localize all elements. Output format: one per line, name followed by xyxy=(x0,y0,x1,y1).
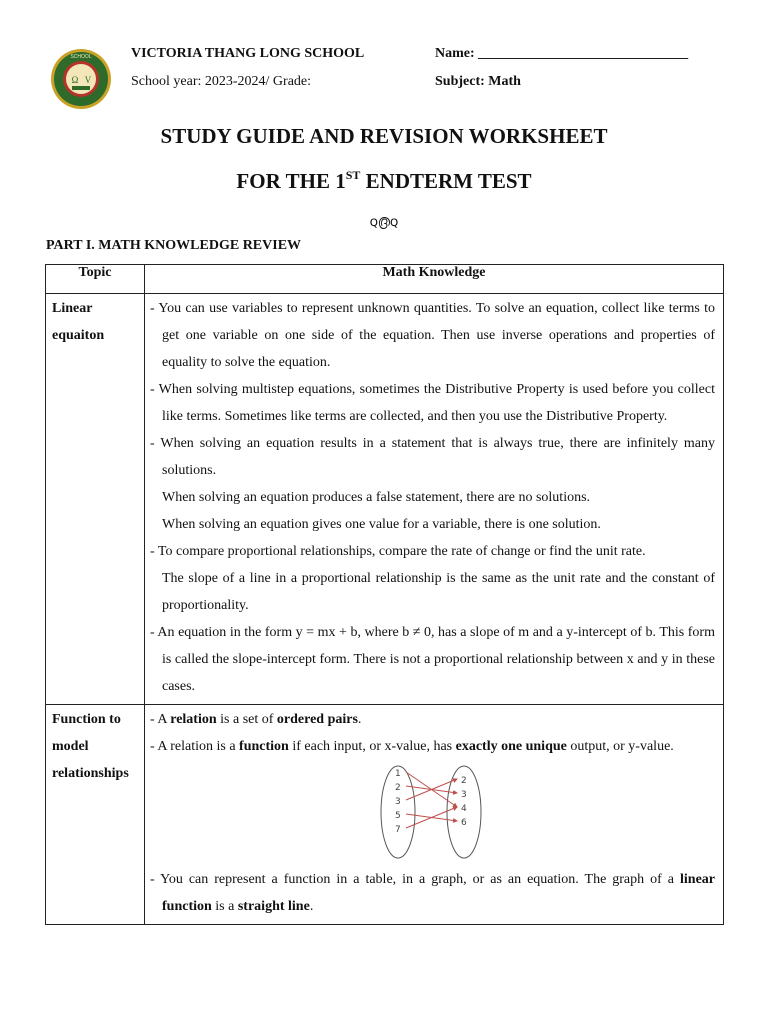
mapping-diagram xyxy=(150,760,715,866)
topic-cell: Function to model relationships xyxy=(46,705,145,925)
output-value: 3 xyxy=(460,790,467,800)
subject-label: Subject: Math xyxy=(435,74,521,89)
mapping-arrow xyxy=(406,807,457,828)
input-value: 2 xyxy=(394,783,401,793)
school-name: VICTORIA THANG LONG SCHOOL xyxy=(131,46,365,61)
column-header-topic: Topic xyxy=(46,265,145,294)
knowledge-item: - An equation in the form y = mx + b, where b ≠ 0, has a slope of m and a y-intercept of b. This form is called the slope-intercept form. There is not a proportional relationship between x and y in these cases. xyxy=(150,625,715,694)
subtitle-suffix: ENDTERM TEST xyxy=(360,169,532,193)
logo-v: V xyxy=(84,75,92,85)
subtitle-prefix: FOR THE 1 xyxy=(236,169,346,193)
part-heading: PART I. MATH KNOWLEDGE REVIEW xyxy=(46,238,302,253)
table-row xyxy=(46,294,724,705)
knowledge-item: The slope of a line in a proportional relationship is the same as the unit rate and the constant of proportionality. xyxy=(162,571,715,613)
school-logo-icon xyxy=(50,48,112,110)
bold-term: linear function xyxy=(162,872,715,914)
table-row xyxy=(46,705,724,925)
knowledge-item xyxy=(150,706,715,733)
input-value: 3 xyxy=(394,797,401,807)
bold-term: function xyxy=(239,739,289,754)
knowledge-item: - To compare proportional relationships, compare the rate of change or find the unit rate. xyxy=(150,544,646,559)
table-header-row xyxy=(46,265,724,294)
text-run: is a xyxy=(211,899,238,914)
input-value: 7 xyxy=(394,825,401,835)
knowledge-item xyxy=(150,733,715,760)
knowledge-item: - You can use variables to represent unknown quantities. To solve an equation, collect like terms to get one variable on one side of the equation. Then use inverse operations and properties of equality to solve the equation. xyxy=(150,301,715,370)
topic-line: equaiton xyxy=(52,328,105,343)
topic-line: Linear xyxy=(52,301,93,316)
page-header xyxy=(0,0,768,110)
knowledge-item: When solving an equation produces a false statement, there are no solutions. xyxy=(162,490,591,505)
text-run: - A xyxy=(150,712,171,727)
ornament-divider: ꞯ൫ꞯ xyxy=(369,214,399,229)
text-run: - You can represent a function in a table, in a graph, or as an equation. The graph of a xyxy=(150,872,680,887)
knowledge-cell xyxy=(145,294,724,705)
knowledge-item: When solving an equation gives one value for a variable, there is one solution. xyxy=(162,517,601,532)
bold-term: exactly one unique xyxy=(455,739,567,754)
text-run: - A relation is a xyxy=(150,739,240,754)
output-value: 2 xyxy=(460,776,467,786)
knowledge-item xyxy=(150,866,715,920)
knowledge-item: - When solving an equation results in a statement that is always true, there are infinitely many solutions. xyxy=(150,436,715,478)
mapping-diagram-svg xyxy=(378,762,488,862)
student-name-field[interactable]: Name: ______________________________ xyxy=(435,46,689,61)
output-value: 4 xyxy=(460,804,467,814)
text-run: . xyxy=(357,712,362,727)
text-run: . xyxy=(309,899,314,914)
bold-term: relation xyxy=(170,712,217,727)
worksheet-title: STUDY GUIDE AND REVISION WORKSHEET xyxy=(160,124,608,148)
school-year: School year: 2023-2024/ Grade: xyxy=(131,74,312,89)
text-run: if each input, or x-value, has xyxy=(288,739,456,754)
input-value: 5 xyxy=(394,811,401,821)
column-header-knowledge: Math Knowledge xyxy=(145,265,724,294)
text-run: output, or y-value. xyxy=(566,739,674,754)
bold-term: straight line xyxy=(237,899,310,914)
logo-top-text: SCHOOL xyxy=(70,54,92,60)
input-value: 1 xyxy=(394,769,401,779)
worksheet-subtitle xyxy=(0,168,768,194)
text-run: is a set of xyxy=(216,712,277,727)
topic-cell xyxy=(46,294,145,705)
logo-omega: Ω xyxy=(71,75,79,85)
bold-term: ordered pairs xyxy=(276,712,358,727)
knowledge-item: - When solving multistep equations, sometimes the Distributive Property is used before you collect like terms. Sometimes like terms are collected, and then you use the Distributive Property. xyxy=(150,382,715,424)
knowledge-table xyxy=(45,264,724,925)
knowledge-cell xyxy=(145,705,724,925)
subtitle-sup: ST xyxy=(345,168,361,182)
output-value: 6 xyxy=(460,818,467,828)
